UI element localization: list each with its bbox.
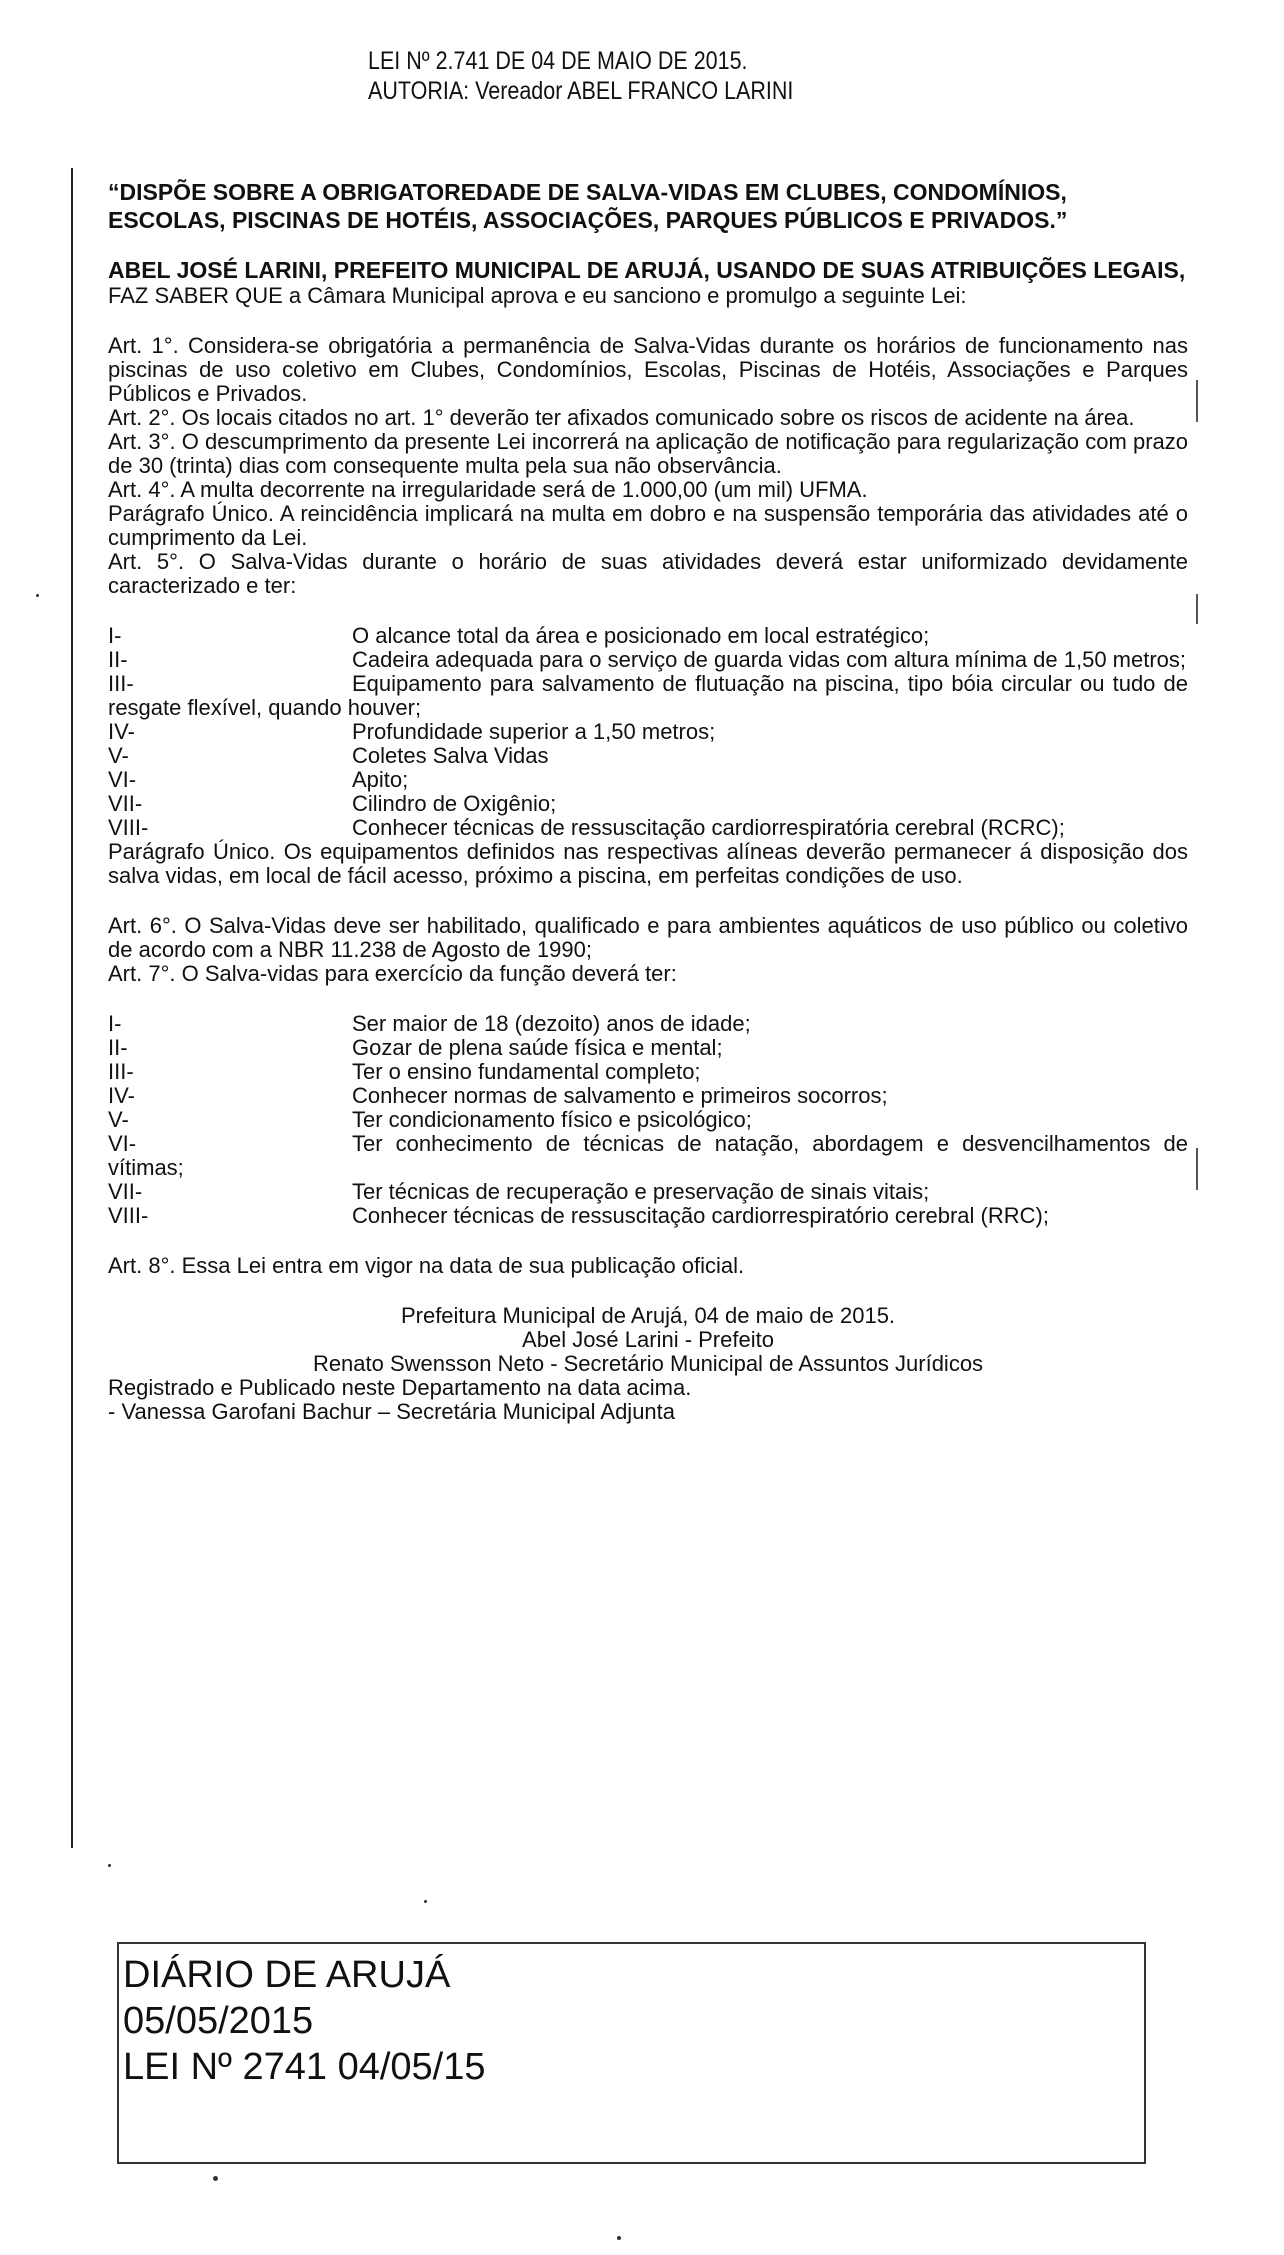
mayor-signature: Abel José Larini - Prefeito	[522, 1327, 774, 1352]
left-margin-line	[71, 168, 73, 1848]
article-4: Art. 4°. A multa decorrente na irregularidade será de 1.000,00 (um mil) UFMA.	[108, 477, 868, 502]
list-item: II- Cadeira adequada para o serviço de guarda vidas com altura mínima de 1,50 metros;	[108, 647, 1187, 672]
list-item: VI- Ter conhecimento de técnicas de natação, abordagem e desvencilhamentos de vítimas;	[108, 1131, 1188, 1180]
signature-block	[108, 1304, 1188, 1424]
scan-speck	[108, 1864, 111, 1867]
stamp-newspaper: DIÁRIO DE ARUJÁ	[123, 1954, 451, 1996]
list-item: VIII- Conhecer técnicas de ressuscitação cardiorrespiratório cerebral (RRC);	[108, 1203, 1049, 1228]
list-item: VIII- Conhecer técnicas de ressuscitação cardiorrespiratória cerebral (RCRC);	[108, 815, 1065, 840]
place-date: Prefeitura Municipal de Arujá, 04 de maio de 2015.	[400, 1303, 896, 1328]
right-margin-mark	[1196, 594, 1198, 624]
list-item: I- O alcance total da área e posicionado em local estratégico;	[108, 623, 930, 648]
law-body	[108, 178, 1188, 1424]
article-7-items	[108, 1012, 1188, 1228]
mayor-declaration: ABEL JOSÉ LARINI, PREFEITO MUNICIPAL DE ARUJÁ, USANDO DE SUAS ATRIBUIÇÕES LEGAIS,	[108, 257, 1186, 283]
secretary-signature: Renato Swensson Neto - Secretário Municipal de Assuntos Jurídicos	[312, 1351, 984, 1376]
article-4-paragraph: Parágrafo Único. A reincidência implicará na multa em dobro e na suspensão temporária das atividades até o cumprimento da Lei.	[108, 501, 1188, 550]
enactment-intro: FAZ SABER QUE a Câmara Municipal aprova e eu sanciono e promulgo a seguinte Lei:	[108, 283, 967, 308]
list-item: VI- Apito;	[108, 767, 409, 792]
law-header	[368, 46, 793, 106]
article-8: Art. 8°. Essa Lei entra em vigor na data de sua publicação oficial.	[108, 1253, 745, 1278]
list-item: IV- Conhecer normas de salvamento e primeiros socorros;	[108, 1083, 888, 1108]
law-number: LEI Nº 2.741 DE 04 DE MAIO DE 2015.	[368, 47, 748, 75]
article-3: Art. 3°. O descumprimento da presente Lei incorrerá na aplicação de notificação para regularização com prazo de 30 (trinta) dias com consequente multa pela sua não observância.	[108, 429, 1188, 478]
adjunct-secretary: - Vanessa Garofani Bachur – Secretária Municipal Adjunta	[108, 1399, 676, 1424]
article-2: Art. 2°. Os locais citados no art. 1° deverão ter afixados comunicado sobre os riscos de acidente na área.	[108, 405, 1135, 430]
right-margin-mark	[1196, 1148, 1198, 1190]
law-title: “DISPÕE SOBRE A OBRIGATOREDADE DE SALVA-VIDAS EM CLUBES, CONDOMÍNIOS, ESCOLAS, PISCINAS DE HOTÉIS, ASSOCIAÇÕES, PARQUES PÚBLICOS E PRIVADOS.”	[108, 179, 1068, 233]
law-authorship: AUTORIA: Vereador ABEL FRANCO LARINI	[368, 77, 794, 105]
list-item: III- Equipamento para salvamento de flutuação na piscina, tipo bóia circular ou tudo de resgate flexível, quando houver;	[108, 671, 1188, 720]
list-item: I- Ser maior de 18 (dezoito) anos de idade;	[108, 1011, 751, 1036]
registration-note: Registrado e Publicado neste Departamento na data acima.	[108, 1375, 692, 1400]
stamp-law-ref: LEI Nº 2741 04/05/15	[123, 2046, 486, 2088]
stamp-date: 05/05/2015	[123, 2000, 314, 2042]
list-item: II- Gozar de plena saúde física e mental;	[108, 1035, 723, 1060]
article-5-items	[108, 624, 1188, 840]
article-7: Art. 7°. O Salva-vidas para exercício da função deverá ter:	[108, 961, 677, 986]
list-item: VII- Ter técnicas de recuperação e preservação de sinais vitais;	[108, 1179, 930, 1204]
publication-stamp-box	[117, 1942, 1146, 2164]
scan-speck	[36, 594, 39, 597]
scan-speck	[213, 2176, 218, 2181]
article-5-paragraph: Parágrafo Único. Os equipamentos definidos nas respectivas alíneas deverão permanecer á disposição dos salva vidas, em local de fácil acesso, próximo a piscina, em perfeitas condições de uso.	[108, 839, 1188, 888]
right-margin-mark	[1196, 380, 1198, 422]
list-item: VII- Cilindro de Oxigênio;	[108, 791, 557, 816]
list-item: III- Ter o ensino fundamental completo;	[108, 1059, 701, 1084]
scan-speck	[617, 2236, 621, 2240]
article-6: Art. 6°. O Salva-Vidas deve ser habilitado, qualificado e para ambientes aquáticos de uso público ou coletivo de acordo com a NBR 11.238 de Agosto de 1990;	[108, 913, 1188, 962]
list-item: IV- Profundidade superior a 1,50 metros;	[108, 719, 716, 744]
article-1: Art. 1°. Considera-se obrigatória a permanência de Salva-Vidas durante os horários de funcionamento nas piscinas de uso coletivo em Clubes, Condomínios, Escolas, Piscinas de Hotéis, Associações e Parques Públicos e Privados.	[108, 333, 1188, 406]
scan-speck	[424, 1900, 427, 1903]
list-item: V- Coletes Salva Vidas	[108, 743, 549, 768]
list-item: V- Ter condicionamento físico e psicológico;	[108, 1107, 752, 1132]
article-5: Art. 5°. O Salva-Vidas durante o horário de suas atividades deverá estar uniformizado devidamente caracterizado e ter:	[108, 549, 1188, 598]
